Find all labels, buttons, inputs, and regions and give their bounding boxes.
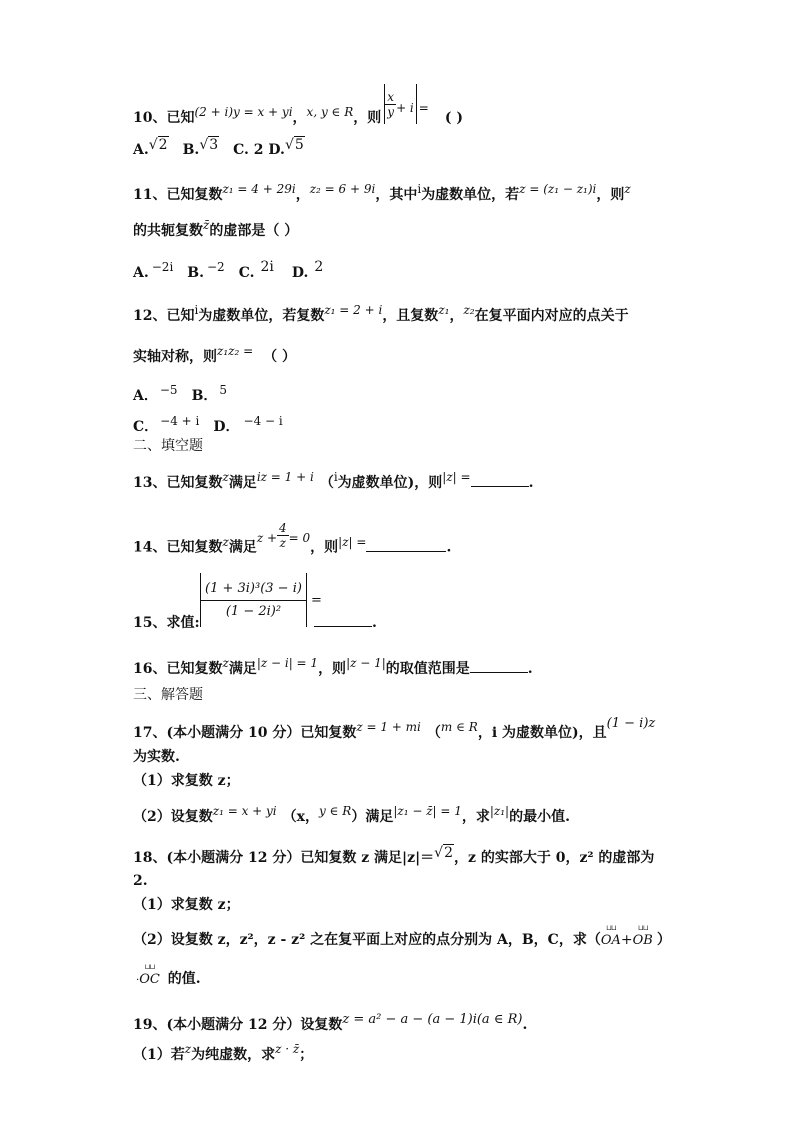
q10-line [133, 89, 463, 138]
q12-line2-prefix: 实轴对称，则 [133, 349, 217, 365]
q11-b-label: B. [187, 265, 204, 281]
q11-options [133, 259, 324, 282]
q10-paren: ( ) [444, 110, 463, 126]
q19-part1 [133, 1042, 314, 1064]
q14-answer-blank[interactable] [366, 539, 446, 552]
q11-a-label: A. [133, 265, 149, 281]
q12-z2: z₂ [463, 303, 475, 317]
q18-2-prefix: （2）设复数 z，z²，z - z² 之在复平面上对应的点分别为 A，B，C，求（ [133, 932, 601, 948]
section-fill-in [133, 437, 203, 455]
q10-eq2: x, y ∈ R [306, 105, 354, 119]
q12-end: 在复平面内对应的点关于 [474, 308, 629, 324]
q16-mid: 满足 [228, 661, 257, 677]
q12-d-val: −4 − i [243, 414, 283, 428]
q19-prefix: 19、(本小题满分 12 分）设复数 [133, 1017, 343, 1033]
q17-mid2: ，i 为虚数单位)，且 [477, 725, 607, 741]
q11-z1: z₁ = 4 + 29i [222, 182, 296, 196]
q11-c-label: C. [238, 265, 255, 281]
q12-a-val: −5 [159, 383, 178, 397]
q15-answer-blank[interactable] [314, 614, 372, 627]
q17-2-abs2: |z₁| [489, 804, 510, 818]
q17-2-mid3: ，求 [461, 809, 490, 825]
q18-vec-ob: ⊔⊔ OB [632, 924, 653, 948]
q10-frac [385, 90, 396, 119]
q12-z1b: z₁ [438, 303, 450, 317]
q11-sep1: ， [295, 187, 310, 203]
q10-a-sqrt: √2 [148, 137, 168, 153]
q17-2-mid2: ）满足 [351, 809, 394, 825]
q10-sep1: ， [292, 110, 307, 126]
q15-frac [201, 578, 306, 623]
q13-end: . [528, 475, 534, 491]
q14-eq-left: z + [256, 530, 278, 545]
q10-abs-right [416, 84, 417, 124]
q17-2-cond: y ∈ R [319, 804, 352, 818]
q14-line [133, 521, 452, 562]
q11-z: z [624, 182, 631, 196]
q13-eq: iz = 1 + i [256, 470, 314, 484]
q12-z1: z₁ = 2 + i [324, 303, 383, 317]
q12-sep: ， [449, 308, 464, 324]
q17-cond: m ∈ R [440, 720, 478, 734]
q18-part1 [133, 896, 240, 914]
q12-line2 [133, 344, 297, 366]
q10-b-sqrt: √3 [199, 137, 219, 153]
q10-eq1: (2 + i)y = x + yi [194, 105, 293, 119]
q19-1-mid: 为纯虚数，求 [191, 1047, 276, 1063]
q13-mid: 满足 [228, 475, 257, 491]
vector-arrow-icon: ⊔⊔ [637, 924, 648, 932]
q11-line2-end: 的虚部是（ ） [209, 223, 299, 239]
q12-expr: z₁z₂ = [217, 344, 254, 358]
q12-i: i [194, 303, 199, 317]
q12-d-label: D． [213, 419, 240, 435]
q10-d-sqrt: √5 [284, 137, 304, 153]
q18-prefix: 18、(本小题满分 12 分）已知复数 z 满足|z|＝ [133, 850, 435, 866]
q15-abs-right [306, 573, 307, 627]
q14-frac-num: 4 [279, 521, 287, 535]
q14-frac-den: z [279, 536, 286, 550]
q16-cond: |z − i| = 1 [256, 656, 319, 670]
q11-b-val: −2 [207, 260, 225, 274]
q11-line2 [133, 218, 299, 240]
q10-eq3: = [418, 101, 429, 115]
q15-line [133, 614, 200, 632]
q11-end: ，则 [596, 187, 625, 203]
q13-mid2: （ [319, 475, 334, 491]
section-solutions [133, 686, 203, 704]
section2-title: 二、填空题 [133, 438, 203, 454]
q10-c-label: C. 2 D. [233, 142, 285, 158]
q12-paren: （ ） [263, 349, 297, 365]
q14-mid2: ，则 [310, 539, 339, 556]
q12-mid: 为虚数单位，若复数 [198, 308, 325, 324]
q18-part2 [133, 924, 671, 950]
q11-mid: ，其中 [375, 187, 418, 203]
q16-answer-blank[interactable] [470, 660, 528, 673]
q11-mid2: 为虚数单位，若 [421, 187, 520, 203]
q16-mid2: ，则 [318, 661, 347, 677]
q16-line [133, 656, 533, 678]
q11-prefix: 11、已知复数 [133, 187, 223, 203]
q17-part1 [133, 772, 240, 790]
q11-zbar: z̄ [203, 218, 210, 232]
q13-abs: |z| = [442, 470, 471, 484]
q18-vec-oc: ⊔⊔ OC [139, 963, 160, 987]
q18-2-end: ） [656, 932, 671, 948]
q16-z: z [222, 656, 229, 670]
q19-end: . [522, 1017, 528, 1033]
q10-frac-den: y [387, 104, 395, 119]
q10-prefix: 10、已知 [133, 110, 195, 126]
vector-arrow-icon: ⊔⊔ [144, 963, 155, 971]
q14-end: . [446, 539, 452, 556]
q19-1-z: z [184, 1042, 192, 1056]
q17-2-mid: （x， [282, 809, 319, 825]
q12-options-cd [133, 414, 283, 436]
q18-dot: · [136, 975, 140, 986]
q10-options [133, 137, 305, 159]
q18-sqrt: √2 [434, 845, 454, 861]
q15-den: (1 − 2i)² [225, 603, 282, 619]
q18-plus: + [620, 932, 633, 948]
q11-d-val: 2 [314, 259, 324, 275]
q13-i: i [333, 470, 338, 484]
q10-frac-num: x [387, 89, 395, 104]
q13-line [133, 470, 534, 492]
q10-sep2: ，则 [353, 110, 382, 126]
q17-2-eq: z₁ = x + yi [212, 804, 277, 818]
q17-line2-text: 为实数. [133, 749, 180, 765]
q18-end: ，z 的实部大于 0，z² 的虚部为 [454, 850, 655, 866]
q19-eq: z = a² − a − (a − 1)i(a ∈ R) [342, 1012, 523, 1027]
q12-c-val: −4 + i [160, 414, 200, 428]
q19-1-prefix: （1）若 [133, 1047, 185, 1063]
q17-2-end: 的最小值. [509, 809, 570, 825]
q11-a-val: −2i [151, 260, 174, 274]
q18-line2-text: 2. [133, 873, 148, 889]
q12-line [133, 303, 629, 325]
q11-line2-prefix: 的共轭复数 [133, 223, 203, 239]
q19-line [133, 1012, 528, 1035]
q11-i: i [417, 182, 422, 196]
q13-z: z [222, 470, 229, 484]
q17-expr: (1 − i)z [606, 716, 656, 731]
q16-prefix: 16、已知复数 [133, 661, 223, 677]
q12-prefix: 12、已知 [133, 308, 195, 324]
section3-title: 三、解答题 [133, 687, 203, 703]
q17-2-prefix: （2）设复数 [133, 809, 213, 825]
q17-part1-text: （1）求复数 z； [133, 773, 240, 789]
q17-eq: z = 1 + mi [356, 720, 421, 734]
q12-options-ab [133, 383, 228, 405]
q15-num: (1 + 3i)³(3 − i) [201, 578, 306, 601]
q14-abs: |z| = [338, 534, 367, 549]
q19-1-end: ； [299, 1047, 314, 1063]
q12-c-label: C． [133, 419, 159, 435]
q17-part2 [133, 804, 570, 826]
q17-line2 [133, 748, 180, 766]
q11-c-val: 2i [260, 259, 274, 275]
q15-prefix: 15、求值: [133, 615, 200, 631]
vector-arrow-icon: ⊔⊔ [605, 924, 616, 932]
q14-frac [277, 521, 289, 550]
q12-b-val: 5 [219, 383, 228, 397]
q18-part1-text: （1）求复数 z； [133, 897, 240, 913]
q14-prefix: 14、已知复数 [133, 539, 223, 556]
q18-line3 [136, 963, 201, 990]
q14-z: z [222, 534, 229, 549]
q16-end-text: 的取值范围是 [385, 661, 470, 677]
q11-z2: z₂ = 6 + 9i [309, 182, 376, 196]
q13-mid3: 为虚数单位)，则 [337, 475, 443, 491]
q14-eq-right: = 0 [288, 530, 311, 545]
q17-2-abs: |z₁ − z̄| = 1 [393, 804, 462, 818]
q17-mid: （ [426, 725, 441, 741]
q12-b-label: B． [191, 388, 218, 404]
q11-line [133, 182, 631, 204]
q12-mid2: ，且复数 [382, 308, 439, 324]
q10-b-label: B. [182, 142, 200, 158]
q18-line3-end: 的值. [167, 971, 201, 987]
q15-eq: = [310, 592, 322, 608]
q19-1-expr: z · z̄ [275, 1042, 300, 1056]
q10-frac-rest: + i [396, 101, 414, 115]
q15-end: . [372, 615, 377, 631]
q11-d-label: D. [291, 265, 309, 281]
q16-expr: |z − 1| [346, 656, 386, 670]
q18-vec-oa: ⊔⊔ OA [600, 924, 621, 948]
q18-line [133, 845, 655, 867]
q16-end: . [527, 661, 533, 677]
q18-line2 [133, 872, 148, 890]
q15-expression [200, 572, 322, 628]
q13-answer-blank[interactable] [471, 474, 529, 487]
q14-mid: 满足 [228, 539, 257, 556]
q17-prefix: 17、(本小题满分 10 分）已知复数 [133, 725, 357, 741]
q15-answer-line [314, 614, 377, 632]
q17-line [133, 716, 656, 743]
q13-prefix: 13、已知复数 [133, 475, 223, 491]
q12-a-label: A． [133, 388, 158, 404]
q10-a-label: A. [133, 142, 149, 158]
q11-eq: z = (z₁ − z₁)i [519, 182, 597, 196]
